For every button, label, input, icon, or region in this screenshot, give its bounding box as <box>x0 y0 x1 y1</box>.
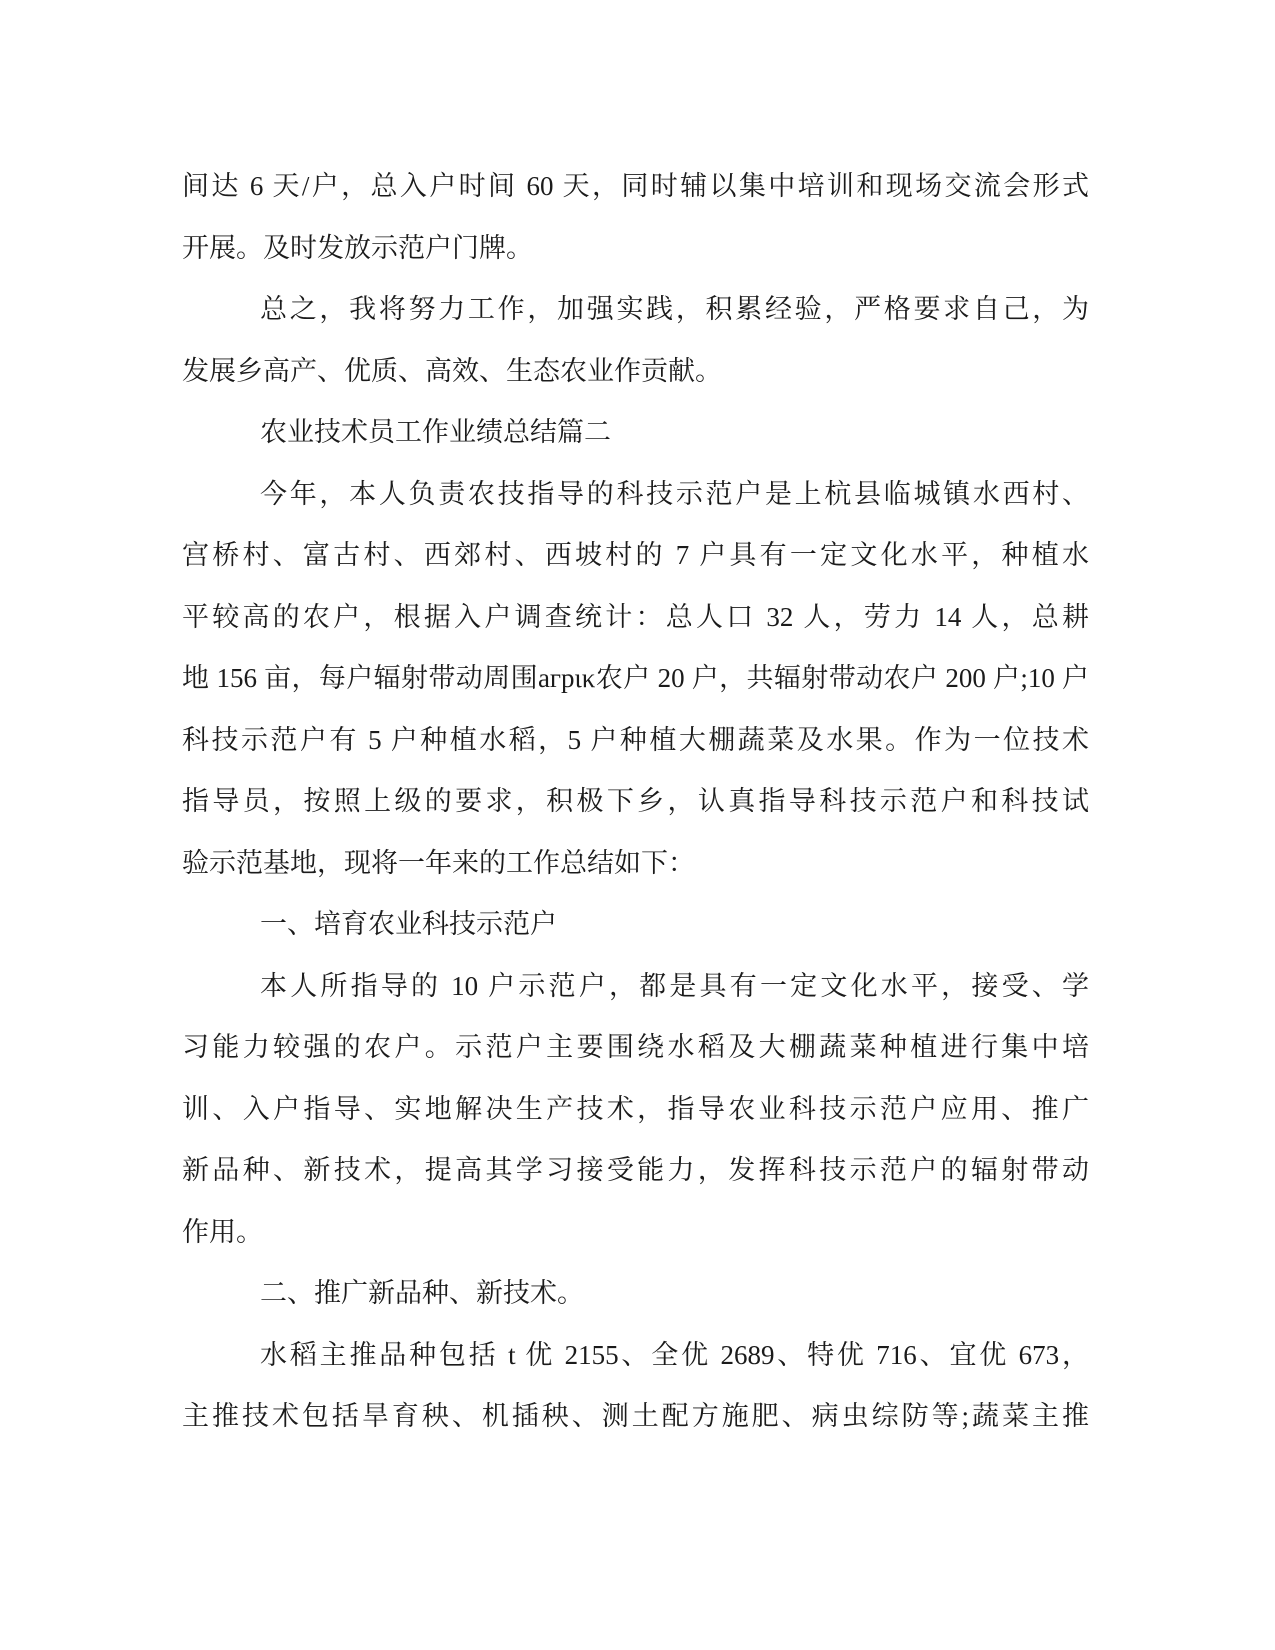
text-line: 科技示范户有 5 户种植水稻，5 户种植大棚蔬菜及水果。作为一位技术 <box>182 724 1089 755</box>
text-line: 本人所指导的 10 户示范户，都是具有一定文化水平，接受、学 <box>260 970 1089 1001</box>
text-line: 指导员，按照上级的要求，积极下乡，认真指导科技示范户和科技试 <box>182 786 1089 816</box>
text-line section-heading: 农业技术员工作业绩总结篇二 <box>260 417 611 447</box>
document-body <box>182 156 1089 1448</box>
text-line: 训、入户指导、实地解决生产技术，指导农业科技示范户应用、推广 <box>182 1093 1089 1124</box>
text-line: 今年，本人负责农技指导的科技示范户是上杭县临城镇水西村、 <box>260 478 1089 509</box>
text-line: 地 156 亩，每户辐射带动周围агрικ农户 20 户，共辐射带动农户 200 户;10 户 <box>182 663 1089 693</box>
text-line: 新品种、新技术，提高其学习接受能力，发挥科技示范户的辐射带动 <box>182 1155 1089 1185</box>
text-line: 发展乡高产、优质、高效、生态农业作贡献。 <box>182 355 722 386</box>
text-line list-heading: 二、推广新品种、新技术。 <box>260 1278 584 1308</box>
text-line: 宫桥村、富古村、西郊村、西坡村的 7 户具有一定文化水平，种植水 <box>182 540 1089 570</box>
text-line: 习能力较强的农户。示范户主要围绕水稻及大棚蔬菜种植进行集中培 <box>182 1032 1089 1062</box>
text-line: 主推技术包括旱育秧、机插秧、测土配方施肥、病虫综防等;蔬菜主推 <box>182 1401 1089 1431</box>
text-line list-heading: 一、培育农业科技示范户 <box>260 909 557 939</box>
text-line: 间达 6 天/户，总入户时间 60 天，同时辅以集中培训和现场交流会形式 <box>182 171 1089 201</box>
text-line: 平较高的农户，根据入户调查统计：总人口 32 人，劳力 14 人，总耕 <box>182 601 1089 632</box>
text-line: 总之，我将努力工作，加强实践，积累经验，严格要求自己，为 <box>260 294 1089 324</box>
text-line: 开展。及时发放示范户门牌。 <box>182 232 533 263</box>
text-line: 作用。 <box>182 1216 263 1247</box>
text-line: 水稻主推品种包括 t 优 2155、全优 2689、特优 716、宜优 673， <box>260 1339 1089 1370</box>
text-line: 验示范基地，现将一年来的工作总结如下： <box>182 847 695 878</box>
